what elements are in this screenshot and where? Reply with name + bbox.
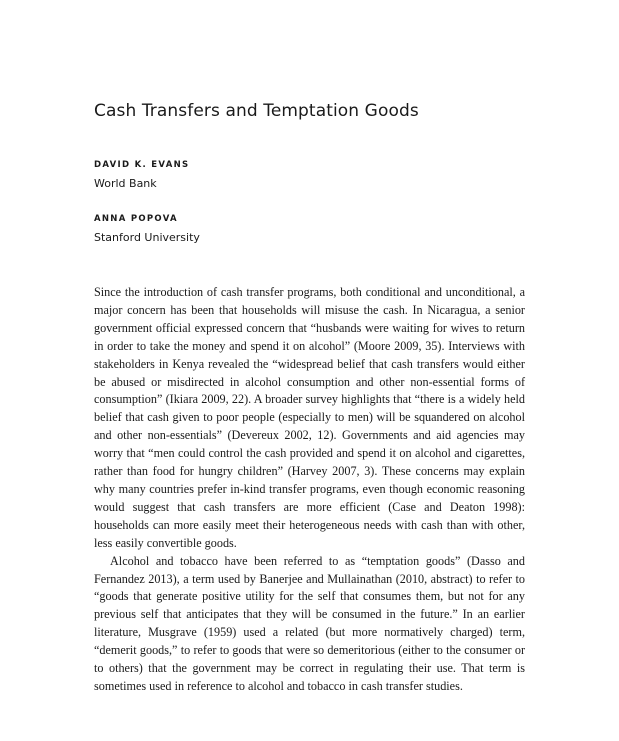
- body-paragraph: Since the introduction of cash transfer programs, both conditional and unconditional, a major concern has been that households will misuse the cash. In Nicaragua, a senior government official expressed concern that “husbands were waiting for wives to return in order to take the money and spend it on alcohol” (Moore 2009, 35). Interviews with stakeholders in Kenya revealed the “widespread belief that cash transfers would either be abused or misdirected in alcohol consumption and other non-essential forms of consumption” (Ikiara 2009, 22). A broader survey highlights that “there is a widely held belief that cash given to poor people (especially to men) will be squandered on alcohol and other non-essentials” (Devereux 2002, 12). Governments and aid agencies may worry that “men could control the cash provided and spend it on alcohol and cigarettes, rather than food for hungry children” (Harvey 2007, 3). These concerns may explain why many countries prefer in-kind transfer programs, even though economic reasoning would suggest that cash transfers are more efficient (Case and Deaton 1998): households can more easily meet their heterogeneous needs with cash than with other, less easily convertible goods.: [94, 285, 525, 550]
- article-title: Cash Transfers and Temptation Goods: [94, 101, 419, 121]
- author-name: DAVID K. EVANS: [94, 160, 190, 170]
- body-paragraph: Alcohol and tobacco have been referred to as “temptation goods” (Dasso and Fernandez 2013), a term used by Banerjee and Mullainathan (2010, abstract) to refer to “goods that generate positive utility for the self that consumes them, but not for any previous self that anticipates that they will be consumed in the future.” In an earlier literature, Musgrave (1959) used a related (but more normatively charged) term, “demerit goods,” to refer to goods that were so demeritorious (either to the consumer or to others) that the government may be correct in regulating their use. That term is sometimes used in reference to alcohol and tobacco in cash transfer studies.: [94, 553, 525, 693]
- author-name: ANNA POPOVA: [94, 214, 178, 224]
- author-affiliation: World Bank: [94, 177, 157, 190]
- author-block: [94, 213, 200, 246]
- author-affiliation: Stanford University: [94, 231, 200, 244]
- article-body: [94, 284, 525, 696]
- author-block: [94, 159, 189, 192]
